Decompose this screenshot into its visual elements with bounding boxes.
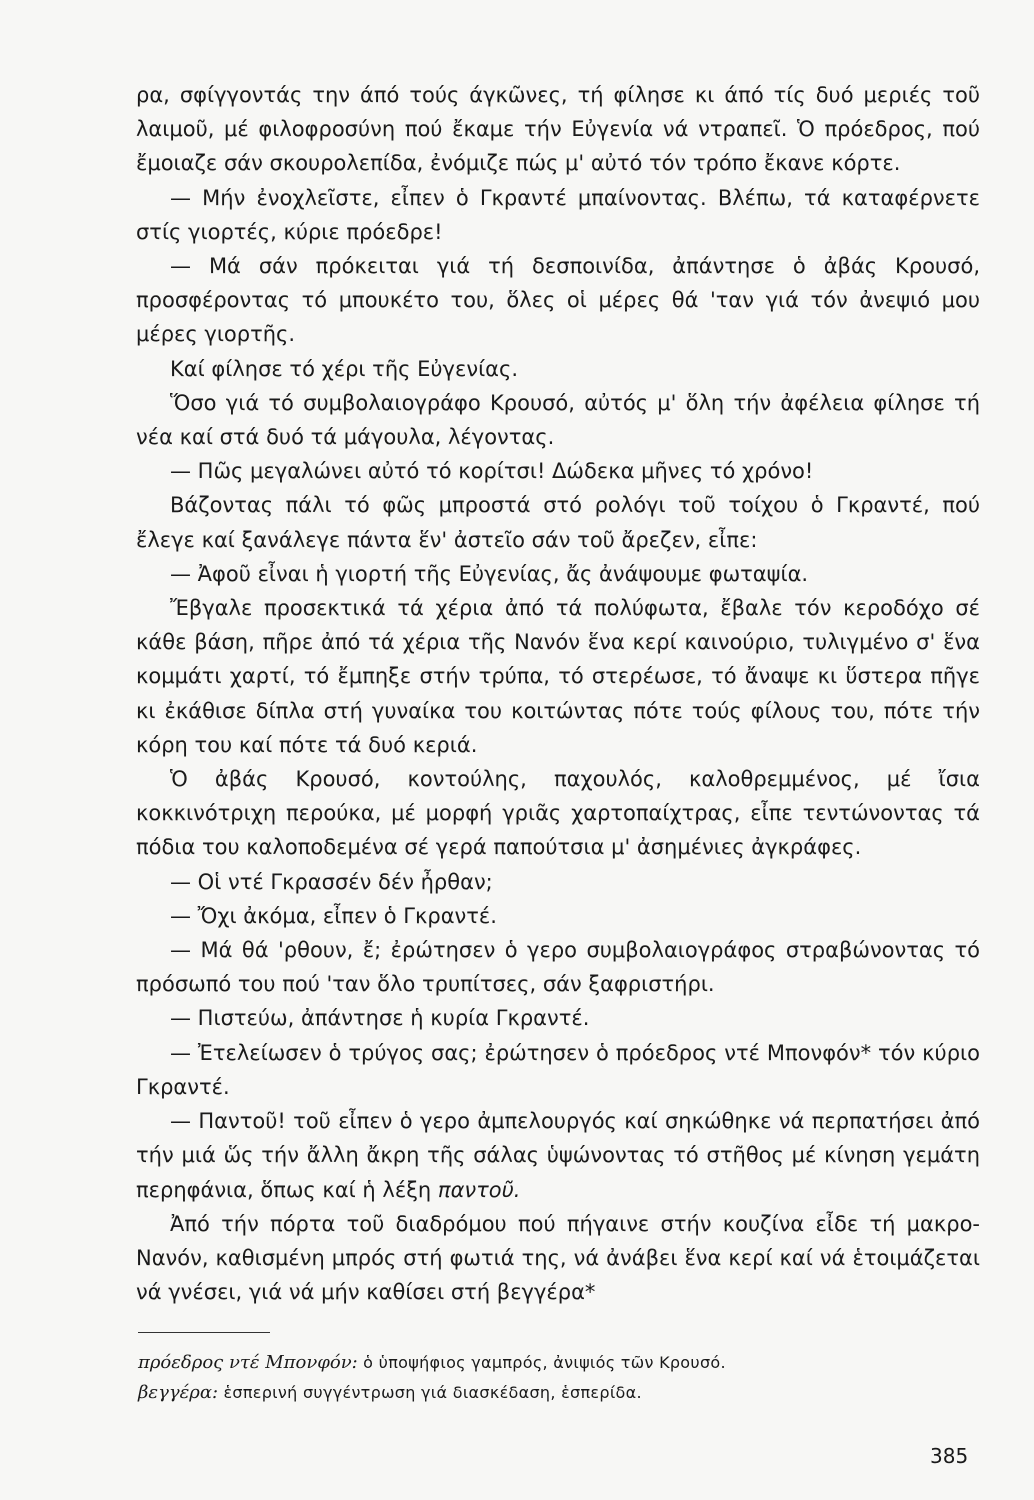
paragraph: Βάζοντας πάλι τό φῶς μπροστά στό ρολόγι τοῦ τοίχου ὁ Γκραντέ, πού ἔλεγε καί ξανάλεγε πάντα ἕν' ἀστεῖο σάν τοῦ ἄρεζεν, εἶπε: [136, 493, 980, 552]
paragraph: Ὁ ἀβάς Κρουσό, κοντούλης, παχουλός, καλοθρεμμένος, μέ ἴσια κοκκινότριχη περούκα, μέ μορφή γριᾶς χαρτοπαίχτρας, εἶπε τεντώνοντας τά πόδια του καλοποδεμένα σέ γερά παπούτσια μ' ἀσημένιες ἀγκράφες. [136, 767, 980, 860]
paragraph: Ὅσο γιά τό συμβολαιογράφο Κρουσό, αὐτός μ' ὅλη τήν ἀφέλεια φίλησε τή νέα καί στά δυό τά μάγουλα, λέγοντας. [136, 390, 980, 450]
italic-word: παντοῦ. [437, 1177, 521, 1202]
paragraph: Ἔβγαλε προσεκτικά τά χέρια ἀπό τά πολύφωτα, ἔβαλε τόν κεροδόχο σέ κάθε βάση, πῆρε ἀπό τά χέρια τῆς Νανόν ἕνα κερί καινούριο, τυλιγμένο σ' ἕνα κομμάτι χαρτί, τό ἔμπηξε στήν τρύπα, τό στερέωσε, τό ἄναψε κι ὕστερα πῆγε κι ἐκάθισε δίπλα στή γυναίκα του κοιτώντας πότε τούς φίλους του, πότε τήν κόρη του καί πότε τά δυό κεριά. [136, 596, 980, 757]
paragraph: — Μά σάν πρόκειται γιά τή δεσποινίδα, ἀπάντησε ὁ ἀβάς Κρουσό, προσφέροντας τό μπουκέτο του, ὅλες οἱ μέρες θά 'ταν γιά τόν ἀνεψιό μου μέρες γιορτῆς. [136, 254, 980, 347]
paragraph: ρα, σφίγγοντάς την άπό τούς άγκῶνες, τή φίλησε κι άπό τίς δυό μεριές τοῦ λαιμοῦ, μέ φιλοφροσύνη πού ἔκαμε τήν Εὐγενία νά ντραπεῖ. Ὁ πρόεδρος, πού ἔμοιαζε σάν σκουρολεπίδα, ἐνόμιζε πώς μ' αὐτό τόν τρόπο ἔκανε κόρτε. [136, 83, 980, 176]
footnote [138, 1378, 978, 1408]
page-number: 385 [930, 1444, 969, 1468]
footnote-term: βεγγέρα: [138, 1382, 219, 1403]
footnote-divider [138, 1332, 270, 1333]
paragraph: — Ὄχι ἀκόμα, εἶπεν ὁ Γκραντέ. [170, 903, 497, 928]
paragraph-text: — Παντοῦ! τοῦ εἶπεν ὁ γερο ἀμπελουργός καί σηκώθηκε νά περπατήσει ἀπό τήν μιά ὥς τήν ἄλλη ἄκρη τῆς σάλας ὑψώνοντας τό στῆθος μέ κίνηση γεμάτη περηφάνια, ὅπως καί ἡ λέξη [136, 1109, 980, 1202]
paragraph: — Οἱ ντέ Γκρασσέν δέν ἦρθαν; [170, 869, 493, 894]
footnote-definition: ἑσπερινή συγγέντρωση γιά διασκέδαση, ἑσπερίδα. [223, 1383, 642, 1402]
paragraph: — Πιστεύω, ἀπάντησε ἡ κυρία Γκραντέ. [170, 1006, 590, 1031]
paragraph: — Μήν ἐνοχλεῖστε, εἶπεν ὁ Γκραντέ μπαίνοντας. Βλέπω, τά καταφέρνετε στίς γιορτές, κύριε πρόεδρε! [136, 185, 980, 244]
footnote-term: πρόεδρος ντέ Μπονφόν: [138, 1352, 358, 1373]
paragraph-with-italic [136, 1104, 980, 1207]
paragraph: — Μά θά 'ρθουν, ἔ; ἐρώτησεν ὁ γερο συμβολαιογράφος στραβώνοντας τό πρόσωπό του πού 'ταν ὅλο τρυπίτσες, σάν ξαφριστήρι. [136, 938, 980, 997]
body-text [136, 78, 980, 1309]
paragraph: Καί φίλησε τό χέρι τῆς Εὐγενίας. [170, 356, 519, 381]
paragraph: — Ἀφοῦ εἶναι ἡ γιορτή τῆς Εὐγενίας, ἄς ἀνάψουμε φωταψία. [170, 561, 809, 586]
footnote-definition: ὁ ὑποψήφιος γαμπρός, ἀνιψιός τῶν Κρουσό. [363, 1353, 726, 1372]
footnote [138, 1348, 978, 1378]
footnotes [138, 1348, 978, 1408]
paragraph: — Ἐτελείωσεν ὁ τρύγος σας; ἐρώτησεν ὁ πρόεδρος ντέ Μπονφόν* τόν κύριο Γκραντέ. [136, 1040, 980, 1099]
paragraph: Ἀπό τήν πόρτα τοῦ διαδρόμου πού πήγαινε στήν κουζίνα εἶδε τή μακρο-Νανόν, καθισμένη μπρός στή φωτιά της, νά ἀνάβει ἕνα κερί καί νά ἑτοιμάζεται νά γνέσει, γιά νά μήν καθίσει στή βεγγέρα* [136, 1211, 980, 1305]
paragraph: — Πῶς μεγαλώνει αὐτό τό κορίτσι! Δώδεκα μῆνες τό χρόνο! [170, 459, 814, 484]
